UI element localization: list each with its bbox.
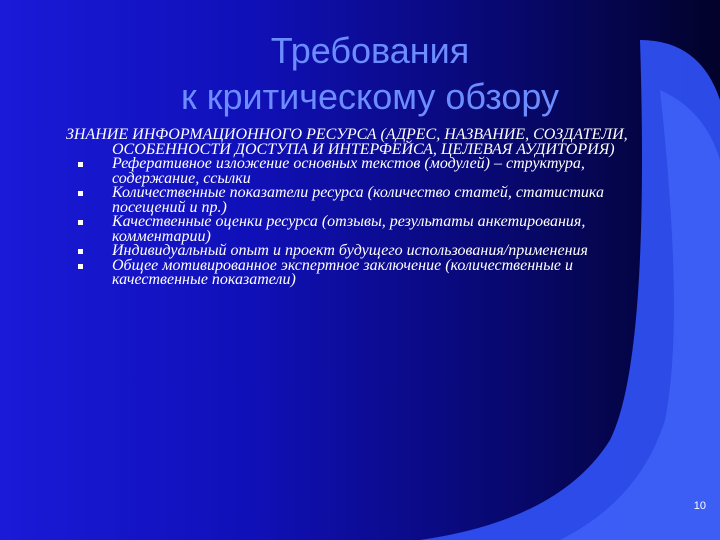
list-item [66, 186, 636, 215]
intro-text: ЗНАНИЕ ИНФОРМАЦИОННОГО РЕСУРСА (АДРЕС, НАЗВАНИЕ, СОЗДАТЕЛИ, ОСОБЕННОСТИ ДОСТУПА И ИНТЕРФЕЙСА, ЦЕЛЕВАЯ АУДИТОРИЯ) [66, 126, 628, 158]
content-body [66, 128, 636, 288]
list-item [66, 157, 636, 186]
list-item-text: Качественные оценки ресурса (отзывы, результаты анкетирования, комментарии) [112, 213, 586, 245]
list-item [66, 256, 636, 288]
page-number: 10 [693, 500, 706, 512]
list-item-text: Общее мотивированное экспертное заключение (количественные и качественные показатели) [112, 256, 574, 288]
title-line-1: Требования [270, 30, 470, 71]
list-item [66, 215, 636, 244]
square-bullet-icon [78, 264, 83, 269]
list-item-text: Количественные показатели ресурса (количество статей, статистика посещений и пр.) [112, 184, 605, 216]
list-item-text: Реферативное изложение основных текстов (модулей) – структура, содержание, ссылки [112, 155, 585, 187]
square-bullet-icon [78, 191, 83, 196]
square-bullet-icon [78, 249, 83, 254]
list-item-text: Индивидуальный опыт и проект будущего использования/применения [112, 242, 588, 259]
square-bullet-icon [78, 220, 83, 225]
slide-title [140, 28, 600, 120]
title-line-2: к критическому обзору [181, 76, 559, 117]
square-bullet-icon [78, 162, 83, 167]
